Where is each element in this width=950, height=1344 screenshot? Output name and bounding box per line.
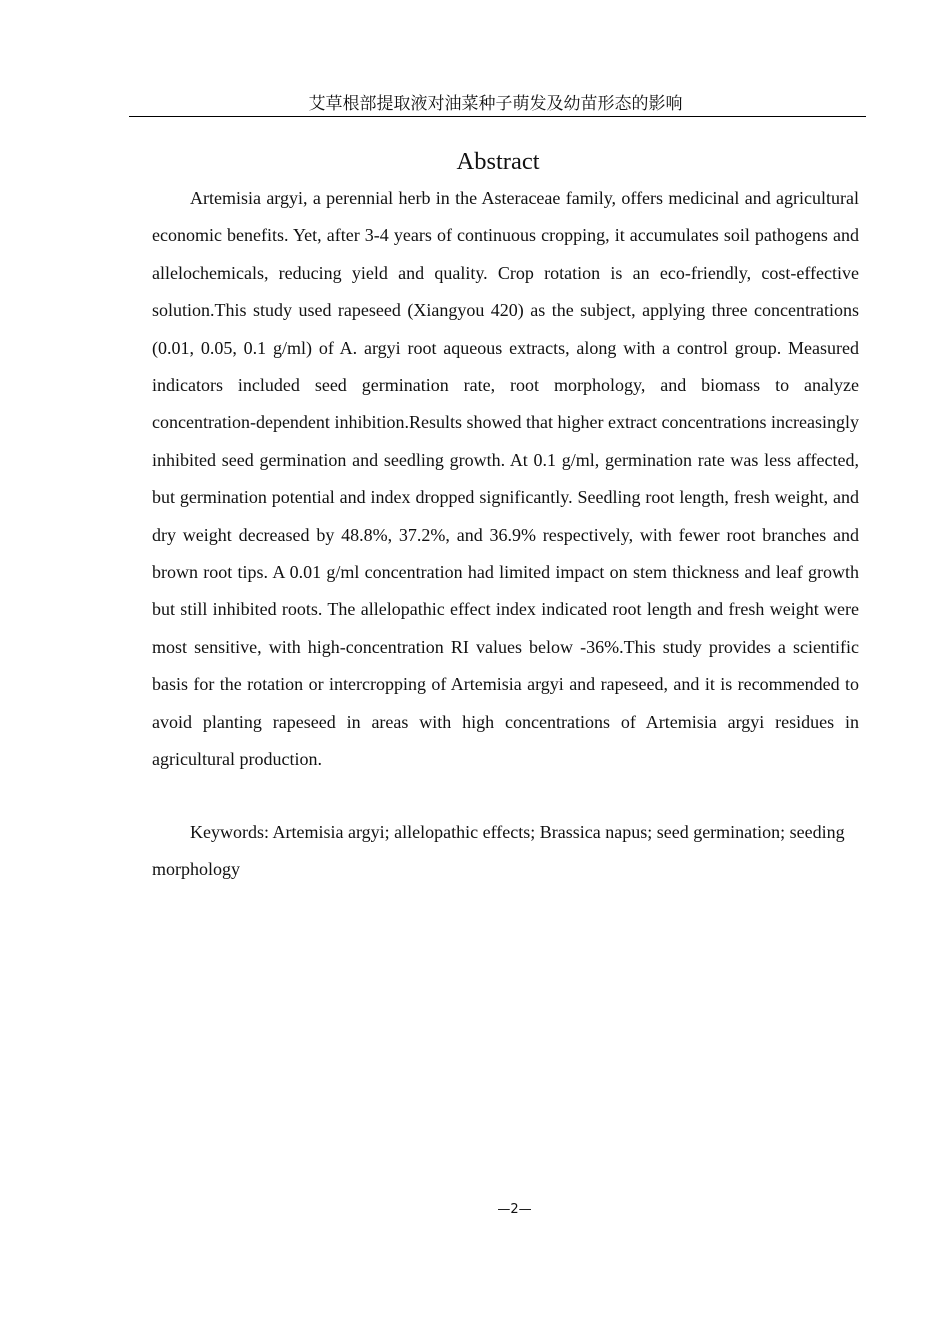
page-number: —2— [497,1202,532,1217]
running-header-title: 艾草根部提取液对油菜种子萌发及幼苗形态的影响 [308,94,683,114]
abstract-title: Abstract [456,148,540,175]
abstract-paragraph: Artemisia argyi, a perennial herb in the Asteraceae family, offers medicinal and agricultural economic benefits. Yet, after 3-4 years of continuous cropping, it accumulates soil pathogens and allelochemicals, reducing yield and quality. Crop rotation is an eco-friendly, cost-effective solution.This study used rapeseed (Xiangyou 420) as the subject, applying three concentrations (0.01, 0.05, 0.1 g/ml) of A. argyi root aqueous extracts, along with a control group. Measured indicators included seed germination rate, root morphology, and biomass to analyze concentration-dependent inhibition.Results showed that higher extract concentrations increasingly inhibited seed germination and seedling growth. At 0.1 g/ml, germination rate was less affected, but germination potential and index dropped significantly. Seedling root length, fresh weight, and dry weight decreased by 48.8%, 37.2%, and 36.9% respectively, with fewer root branches and brown root tips. A 0.01 g/ml concentration had limited impact on stem thickness and leaf growth but still inhibited roots. The allelopathic effect index indicated root length and fresh weight were most sensitive, with high-concentration RI values below -36%.This study provides a scientific basis for the rotation or intercropping of Artemisia argyi and rapeseed, and it is recommended to avoid planting rapeseed in areas with high concentrations of Artemisia argyi residues in agricultural production. [152,188,859,770]
keywords-paragraph: Keywords: Artemisia argyi; allelopathic effects; Brassica napus; seed germination; seeding morphology [152,822,845,880]
running-header [129,92,866,117]
abstract-body [152,180,859,779]
